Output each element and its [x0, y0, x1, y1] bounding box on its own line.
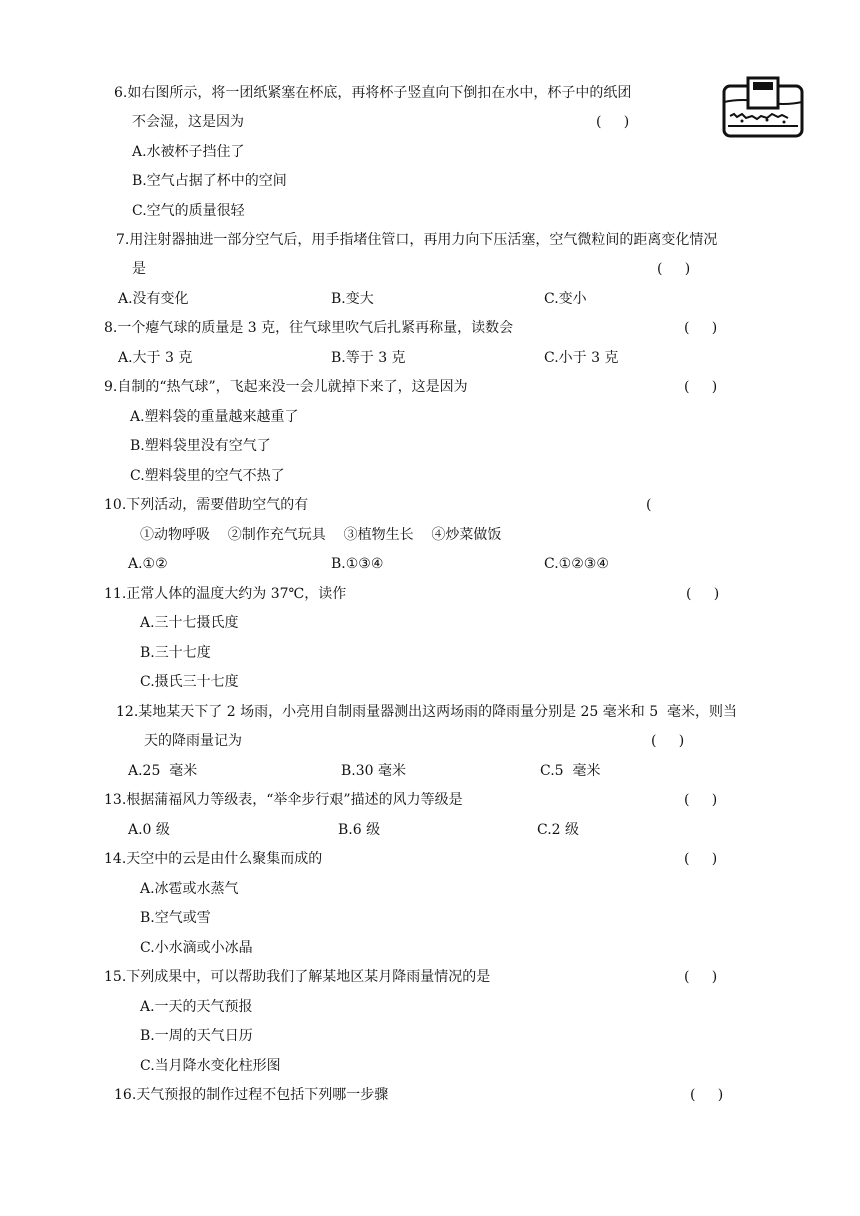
q10-answer-blank[interactable]: (	[646, 497, 652, 513]
q14-option-b[interactable]: B.空气或雪	[140, 910, 211, 926]
q15-answer-blank[interactable]: ( )	[684, 969, 718, 985]
q14-stem: 14.天空中的云是由什么聚集而成的	[104, 851, 323, 867]
q13-option-b[interactable]: B.6 级	[338, 822, 381, 838]
q11-answer-blank[interactable]: ( )	[686, 586, 720, 602]
q12-answer-blank[interactable]: ( )	[651, 733, 685, 749]
q9-option-a[interactable]: A.塑料袋的重量越来越重了	[130, 409, 299, 425]
q7-option-b[interactable]: B.变大	[331, 291, 374, 307]
q7-stem-line2: 是	[132, 261, 146, 277]
q7-option-a[interactable]: A.没有变化	[118, 291, 189, 307]
q7-stem-line1: 7.用注射器抽进一部分空气后，用手指堵住管口，再用力向下压活塞，空气微粒间的距离变化情况	[116, 232, 718, 248]
q9-option-c[interactable]: C.塑料袋里的空气不热了	[130, 468, 285, 484]
q6-stem-line1: 6.如右图所示，将一团纸紧塞在杯底，再将杯子竖直向下倒扣在水中，杯子中的纸团	[114, 85, 632, 101]
q14-option-c[interactable]: C.小水滴或小冰晶	[140, 940, 253, 956]
q8-option-b[interactable]: B.等于 3 克	[331, 350, 406, 366]
q9-answer-blank[interactable]: ( )	[684, 379, 718, 395]
q8-option-c[interactable]: C.小于 3 克	[544, 350, 619, 366]
q14-answer-blank[interactable]: ( )	[684, 851, 718, 867]
q7-option-c[interactable]: C.变小	[544, 291, 587, 307]
q8-stem: 8.一个瘪气球的质量是 3 克，往气球里吹气后扎紧再称量，读数会	[104, 320, 514, 336]
q6-option-c[interactable]: C.空气的质量很轻	[132, 203, 245, 219]
q15-option-c[interactable]: C.当月降水变化柱形图	[140, 1058, 281, 1074]
q12-option-c[interactable]: C.5 毫米	[540, 763, 601, 779]
q8-option-a[interactable]: A.大于 3 克	[118, 350, 193, 366]
q8-answer-blank[interactable]: ( )	[684, 320, 718, 336]
q15-option-b[interactable]: B.一周的天气日历	[140, 1028, 253, 1044]
q13-stem: 13.根据蒲福风力等级表，“举伞步行艰”描述的风力等级是	[104, 792, 463, 808]
q13-option-a[interactable]: A.0 级	[128, 822, 170, 838]
q6-option-a[interactable]: A.水被杯子挡住了	[132, 144, 245, 160]
q9-stem: 9.自制的“热气球”，飞起来没一会儿就掉下来了，这是因为	[104, 379, 468, 395]
q15-option-a[interactable]: A.一天的天气预报	[140, 999, 253, 1015]
q13-option-c[interactable]: C.2 级	[537, 822, 580, 838]
q10-option-b[interactable]: B.①③④	[331, 556, 384, 572]
q16-stem: 16.天气预报的制作过程不包括下列哪一步骤	[114, 1087, 389, 1103]
q14-option-a[interactable]: A.冰雹或水蒸气	[140, 881, 239, 897]
q6-answer-blank[interactable]: ( )	[596, 114, 630, 130]
q15-stem: 15.下列成果中，可以帮助我们了解某地区某月降雨量情况的是	[104, 969, 491, 985]
cup-in-water-icon	[722, 76, 804, 138]
q10-stem: 10.下列活动，需要借助空气的有	[104, 497, 309, 513]
q12-stem-line2: 天的降雨量记为	[144, 733, 242, 749]
q12-option-b[interactable]: B.30 毫米	[341, 763, 407, 779]
q12-option-a[interactable]: A.25 毫米	[128, 763, 198, 779]
q6-option-b[interactable]: B.空气占据了杯中的空间	[132, 173, 287, 189]
q11-stem: 11.正常人体的温度大约为 37℃，读作	[104, 586, 347, 602]
q7-answer-blank[interactable]: ( )	[657, 261, 691, 277]
q9-option-b[interactable]: B.塑料袋里没有空气了	[130, 438, 271, 454]
q10-option-c[interactable]: C.①②③④	[544, 556, 609, 572]
q12-stem-line1: 12.某地某天下了 2 场雨，小亮用自制雨量器测出这两场雨的降雨量分别是 25 毫米和 5 毫米，则当	[116, 704, 738, 720]
q6-stem-line2: 不会湿，这是因为	[132, 114, 244, 130]
q16-answer-blank[interactable]: ( )	[690, 1087, 724, 1103]
q11-option-c[interactable]: C.摄氏三十七度	[140, 674, 239, 690]
q13-answer-blank[interactable]: ( )	[684, 792, 718, 808]
q10-items: ①动物呼吸 ②制作充气玩具 ③植物生长 ④炒菜做饭	[140, 527, 502, 543]
q11-option-b[interactable]: B.三十七度	[140, 645, 211, 661]
q11-option-a[interactable]: A.三十七摄氏度	[140, 615, 239, 631]
q10-option-a[interactable]: A.①②	[128, 556, 168, 572]
